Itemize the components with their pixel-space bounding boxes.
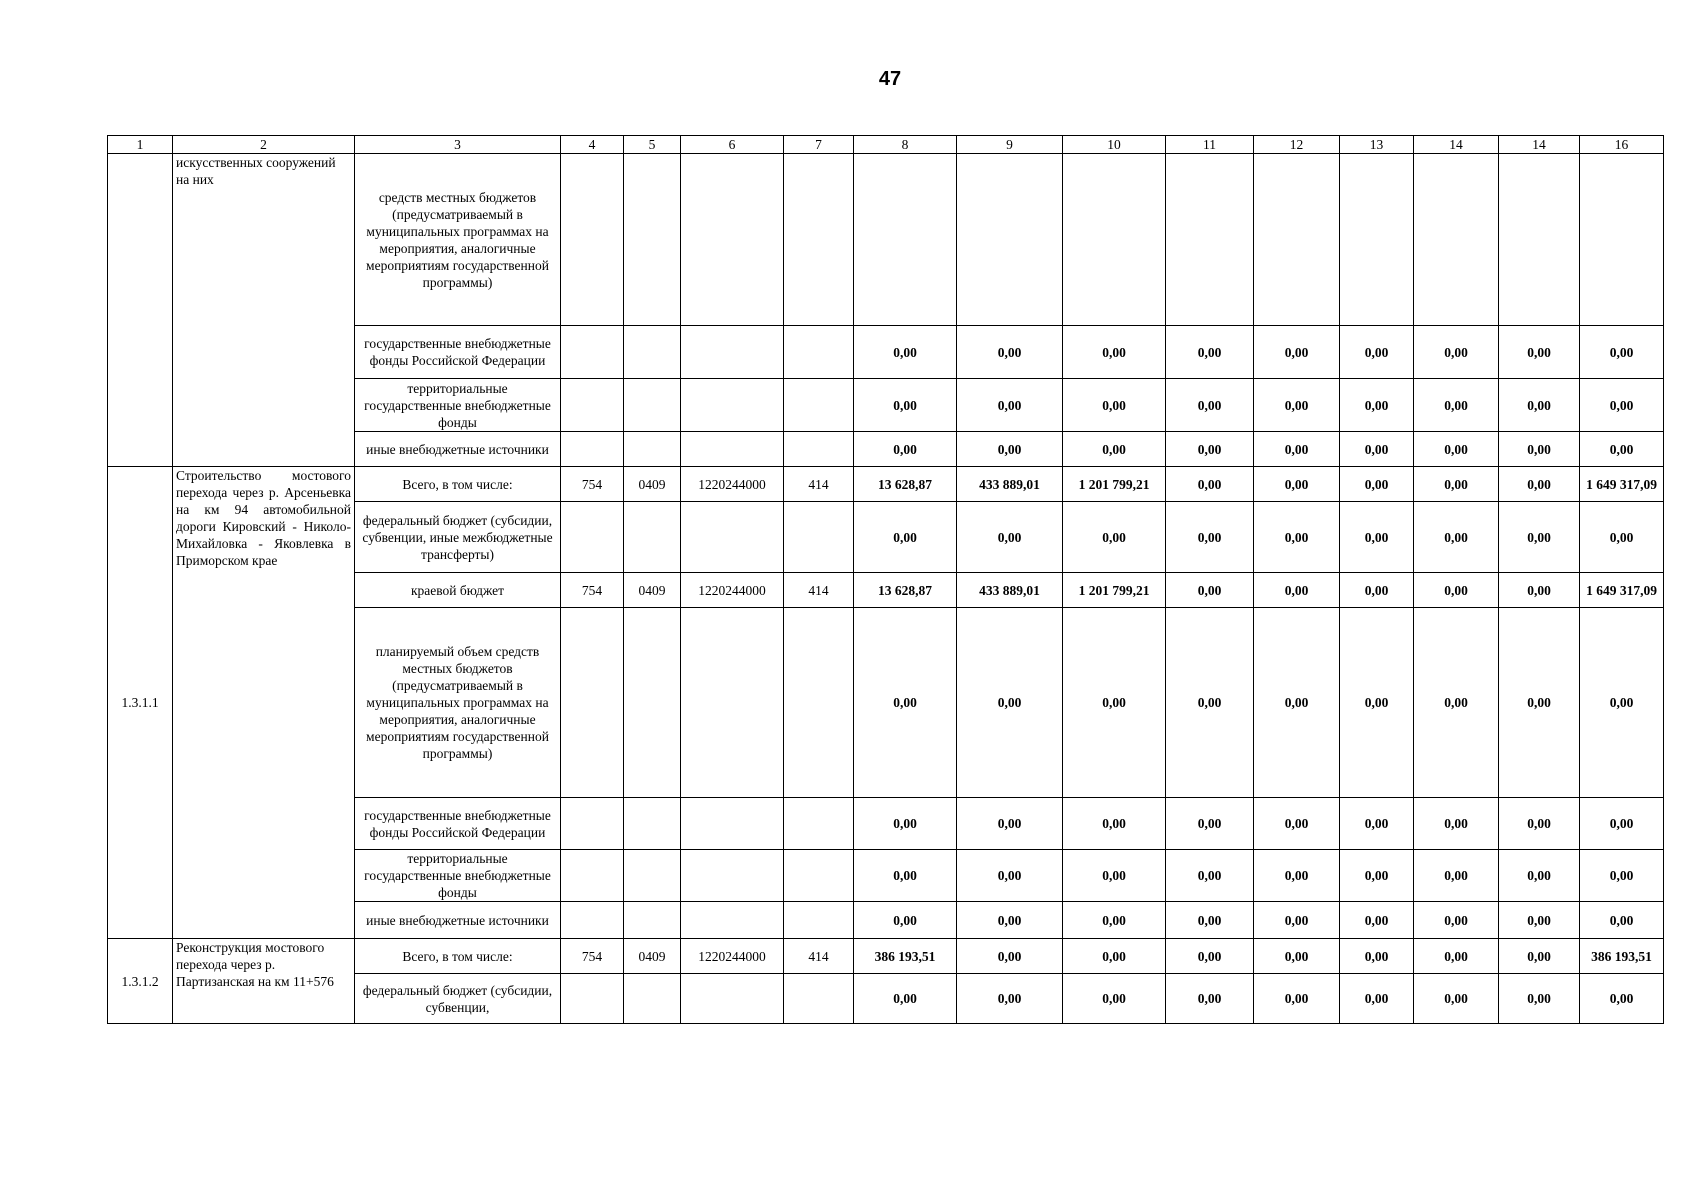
value-cell: 0,00 <box>1166 974 1254 1024</box>
value-cell: 0,00 <box>1254 573 1340 608</box>
value-cell: 0,00 <box>1340 798 1414 850</box>
value-cell: 0,00 <box>1254 798 1340 850</box>
code-cell <box>624 502 681 573</box>
table-row <box>108 467 1664 502</box>
value-cell: 0,00 <box>854 974 957 1024</box>
funding-source: Всего, в том числе: <box>355 939 561 974</box>
value-cell: 0,00 <box>1414 326 1499 379</box>
funding-source: планируемый объем средств местных бюджетов (предусматриваемый в муниципальных программах на мероприятия, аналогичные мероприятиям государственной программы) <box>355 608 561 798</box>
code-cell <box>561 798 624 850</box>
value-cell: 0,00 <box>1580 798 1664 850</box>
value-cell: 0,00 <box>1340 326 1414 379</box>
value-cell: 0,00 <box>1499 379 1580 432</box>
code-cell <box>624 974 681 1024</box>
value-cell: 13 628,87 <box>854 573 957 608</box>
value-cell: 0,00 <box>1499 326 1580 379</box>
value-cell: 0,00 <box>1063 379 1166 432</box>
value-cell <box>1414 154 1499 326</box>
value-cell: 0,00 <box>1580 326 1664 379</box>
code-cell <box>681 974 784 1024</box>
value-cell: 0,00 <box>957 902 1063 939</box>
funding-source: территориальные государственные внебюджетные фонды <box>355 379 561 432</box>
value-cell: 0,00 <box>1414 573 1499 608</box>
column-number: 14 <box>1414 136 1499 154</box>
value-cell: 0,00 <box>1166 939 1254 974</box>
value-cell: 0,00 <box>1414 467 1499 502</box>
value-cell: 0,00 <box>957 608 1063 798</box>
funding-source: иные внебюджетные источники <box>355 902 561 939</box>
value-cell: 0,00 <box>1580 850 1664 902</box>
code-cell: 1220244000 <box>681 573 784 608</box>
value-cell: 1 201 799,21 <box>1063 467 1166 502</box>
column-number: 13 <box>1340 136 1414 154</box>
code-cell: 0409 <box>624 939 681 974</box>
value-cell: 0,00 <box>1166 432 1254 467</box>
code-cell <box>561 902 624 939</box>
code-cell: 414 <box>784 467 854 502</box>
code-cell <box>561 154 624 326</box>
value-cell: 0,00 <box>1580 432 1664 467</box>
value-cell: 0,00 <box>1254 326 1340 379</box>
value-cell: 0,00 <box>1414 608 1499 798</box>
value-cell: 0,00 <box>1063 798 1166 850</box>
column-number: 8 <box>854 136 957 154</box>
column-number: 3 <box>355 136 561 154</box>
value-cell: 0,00 <box>1340 502 1414 573</box>
column-number: 5 <box>624 136 681 154</box>
value-cell: 0,00 <box>957 379 1063 432</box>
value-cell: 0,00 <box>1414 798 1499 850</box>
code-cell <box>561 432 624 467</box>
column-number-row <box>108 136 1664 154</box>
code-cell: 754 <box>561 573 624 608</box>
code-cell: 0409 <box>624 573 681 608</box>
code-cell <box>561 326 624 379</box>
value-cell: 0,00 <box>1340 467 1414 502</box>
value-cell: 1 201 799,21 <box>1063 573 1166 608</box>
value-cell: 13 628,87 <box>854 467 957 502</box>
value-cell: 0,00 <box>1414 850 1499 902</box>
code-cell <box>561 974 624 1024</box>
value-cell: 0,00 <box>1499 432 1580 467</box>
code-cell <box>681 379 784 432</box>
value-cell <box>1166 154 1254 326</box>
value-cell: 0,00 <box>1166 850 1254 902</box>
value-cell: 0,00 <box>854 902 957 939</box>
column-number: 10 <box>1063 136 1166 154</box>
code-cell: 1220244000 <box>681 467 784 502</box>
funding-source: краевой бюджет <box>355 573 561 608</box>
code-cell: 414 <box>784 939 854 974</box>
value-cell: 0,00 <box>957 939 1063 974</box>
value-cell: 0,00 <box>1254 502 1340 573</box>
value-cell: 0,00 <box>854 798 957 850</box>
code-cell <box>624 154 681 326</box>
table-row <box>108 939 1664 974</box>
code-cell <box>624 850 681 902</box>
code-cell <box>681 608 784 798</box>
column-number: 12 <box>1254 136 1340 154</box>
value-cell: 0,00 <box>1063 326 1166 379</box>
code-cell <box>784 608 854 798</box>
value-cell <box>1340 154 1414 326</box>
value-cell: 0,00 <box>1580 608 1664 798</box>
budget-table <box>107 135 1664 1024</box>
value-cell: 0,00 <box>854 326 957 379</box>
value-cell: 0,00 <box>1063 432 1166 467</box>
value-cell: 0,00 <box>1580 379 1664 432</box>
value-cell: 0,00 <box>1414 502 1499 573</box>
value-cell: 0,00 <box>1166 467 1254 502</box>
value-cell: 0,00 <box>1580 974 1664 1024</box>
code-cell: 754 <box>561 467 624 502</box>
code-cell <box>681 154 784 326</box>
code-cell <box>624 432 681 467</box>
value-cell: 0,00 <box>1254 432 1340 467</box>
value-cell: 0,00 <box>1414 902 1499 939</box>
code-cell <box>784 850 854 902</box>
value-cell: 0,00 <box>1254 850 1340 902</box>
value-cell <box>1063 154 1166 326</box>
funding-source: федеральный бюджет (субсидии, субвенции, иные межбюджетные трансферты) <box>355 502 561 573</box>
column-number: 7 <box>784 136 854 154</box>
code-cell <box>681 326 784 379</box>
funding-source: государственные внебюджетные фонды Российской Федерации <box>355 798 561 850</box>
value-cell: 0,00 <box>854 502 957 573</box>
value-cell <box>1499 154 1580 326</box>
value-cell: 0,00 <box>1166 798 1254 850</box>
item-name: искусственных сооружений на них <box>173 154 355 467</box>
value-cell <box>854 154 957 326</box>
value-cell: 386 193,51 <box>854 939 957 974</box>
value-cell: 0,00 <box>957 326 1063 379</box>
value-cell: 0,00 <box>1254 608 1340 798</box>
value-cell: 0,00 <box>1254 379 1340 432</box>
item-code: 1.3.1.2 <box>108 939 173 1024</box>
value-cell: 0,00 <box>1063 502 1166 573</box>
value-cell: 0,00 <box>1414 939 1499 974</box>
funding-source: федеральный бюджет (субсидии, субвенции, <box>355 974 561 1024</box>
code-cell <box>624 798 681 850</box>
value-cell: 433 889,01 <box>957 467 1063 502</box>
code-cell <box>784 902 854 939</box>
code-cell <box>624 326 681 379</box>
code-cell: 0409 <box>624 467 681 502</box>
value-cell <box>1254 154 1340 326</box>
code-cell <box>784 154 854 326</box>
value-cell: 0,00 <box>1254 467 1340 502</box>
value-cell: 0,00 <box>1166 902 1254 939</box>
column-number: 11 <box>1166 136 1254 154</box>
table-row <box>108 154 1664 326</box>
value-cell: 0,00 <box>1499 939 1580 974</box>
value-cell: 0,00 <box>1254 974 1340 1024</box>
value-cell: 0,00 <box>854 850 957 902</box>
code-cell: 754 <box>561 939 624 974</box>
code-cell <box>561 502 624 573</box>
value-cell: 0,00 <box>1254 939 1340 974</box>
code-cell: 1220244000 <box>681 939 784 974</box>
column-number: 16 <box>1580 136 1664 154</box>
code-cell: 414 <box>784 573 854 608</box>
column-number: 1 <box>108 136 173 154</box>
funding-source: государственные внебюджетные фонды Российской Федерации <box>355 326 561 379</box>
value-cell: 0,00 <box>1340 939 1414 974</box>
funding-source: средств местных бюджетов (предусматриваемый в муниципальных программах на мероприятия, аналогичные мероприятиям государственной программы) <box>355 154 561 326</box>
value-cell: 0,00 <box>1499 902 1580 939</box>
value-cell: 0,00 <box>854 608 957 798</box>
column-number: 6 <box>681 136 784 154</box>
value-cell: 0,00 <box>1499 974 1580 1024</box>
value-cell: 0,00 <box>1340 902 1414 939</box>
value-cell: 0,00 <box>1340 432 1414 467</box>
code-cell <box>784 502 854 573</box>
value-cell: 0,00 <box>957 974 1063 1024</box>
code-cell <box>624 379 681 432</box>
value-cell: 0,00 <box>1499 608 1580 798</box>
code-cell <box>784 798 854 850</box>
column-number: 14 <box>1499 136 1580 154</box>
item-name: Строительство мостового перехода через р. Арсеньевка на км 94 автомобильной дороги Кировский - Николо-Михайловка - Яковлевка в Приморском крае <box>173 467 355 939</box>
item-code: 1.3.1.1 <box>108 467 173 939</box>
code-cell <box>624 902 681 939</box>
value-cell: 0,00 <box>1063 902 1166 939</box>
value-cell: 0,00 <box>1166 573 1254 608</box>
code-cell <box>561 850 624 902</box>
value-cell <box>1580 154 1664 326</box>
value-cell: 0,00 <box>1499 467 1580 502</box>
value-cell: 0,00 <box>1063 939 1166 974</box>
item-name: Реконструкция мостового перехода через р. Партизанская на км 11+576 <box>173 939 355 1024</box>
value-cell: 0,00 <box>1340 379 1414 432</box>
column-number: 2 <box>173 136 355 154</box>
value-cell: 0,00 <box>854 432 957 467</box>
value-cell: 0,00 <box>1166 379 1254 432</box>
value-cell: 0,00 <box>1166 326 1254 379</box>
item-code <box>108 154 173 467</box>
value-cell: 0,00 <box>1254 902 1340 939</box>
code-cell <box>624 608 681 798</box>
value-cell: 0,00 <box>1063 850 1166 902</box>
value-cell: 1 649 317,09 <box>1580 573 1664 608</box>
value-cell: 0,00 <box>1340 573 1414 608</box>
code-cell <box>681 502 784 573</box>
value-cell: 0,00 <box>1414 974 1499 1024</box>
value-cell: 386 193,51 <box>1580 939 1664 974</box>
code-cell <box>561 608 624 798</box>
funding-source: Всего, в том числе: <box>355 467 561 502</box>
value-cell: 0,00 <box>957 502 1063 573</box>
value-cell: 0,00 <box>1414 379 1499 432</box>
column-number: 9 <box>957 136 1063 154</box>
code-cell <box>784 974 854 1024</box>
code-cell <box>561 379 624 432</box>
value-cell: 0,00 <box>1340 974 1414 1024</box>
code-cell <box>784 432 854 467</box>
value-cell: 0,00 <box>1499 502 1580 573</box>
value-cell <box>957 154 1063 326</box>
value-cell: 0,00 <box>1063 608 1166 798</box>
value-cell: 0,00 <box>1580 902 1664 939</box>
value-cell: 0,00 <box>1063 974 1166 1024</box>
value-cell: 0,00 <box>1166 502 1254 573</box>
value-cell: 0,00 <box>1340 608 1414 798</box>
value-cell: 0,00 <box>1499 798 1580 850</box>
page-number: 47 <box>878 68 902 90</box>
code-cell <box>784 379 854 432</box>
column-number: 4 <box>561 136 624 154</box>
funding-source: территориальные государственные внебюджетные фонды <box>355 850 561 902</box>
code-cell <box>681 798 784 850</box>
value-cell: 0,00 <box>957 432 1063 467</box>
value-cell: 0,00 <box>957 798 1063 850</box>
value-cell: 0,00 <box>1166 608 1254 798</box>
value-cell: 0,00 <box>1340 850 1414 902</box>
value-cell: 0,00 <box>1499 850 1580 902</box>
value-cell: 0,00 <box>1499 573 1580 608</box>
code-cell <box>681 850 784 902</box>
value-cell: 0,00 <box>854 379 957 432</box>
code-cell <box>784 326 854 379</box>
code-cell <box>681 902 784 939</box>
value-cell: 1 649 317,09 <box>1580 467 1664 502</box>
value-cell: 0,00 <box>1414 432 1499 467</box>
funding-source: иные внебюджетные источники <box>355 432 561 467</box>
value-cell: 0,00 <box>957 850 1063 902</box>
value-cell: 433 889,01 <box>957 573 1063 608</box>
code-cell <box>681 432 784 467</box>
value-cell: 0,00 <box>1580 502 1664 573</box>
